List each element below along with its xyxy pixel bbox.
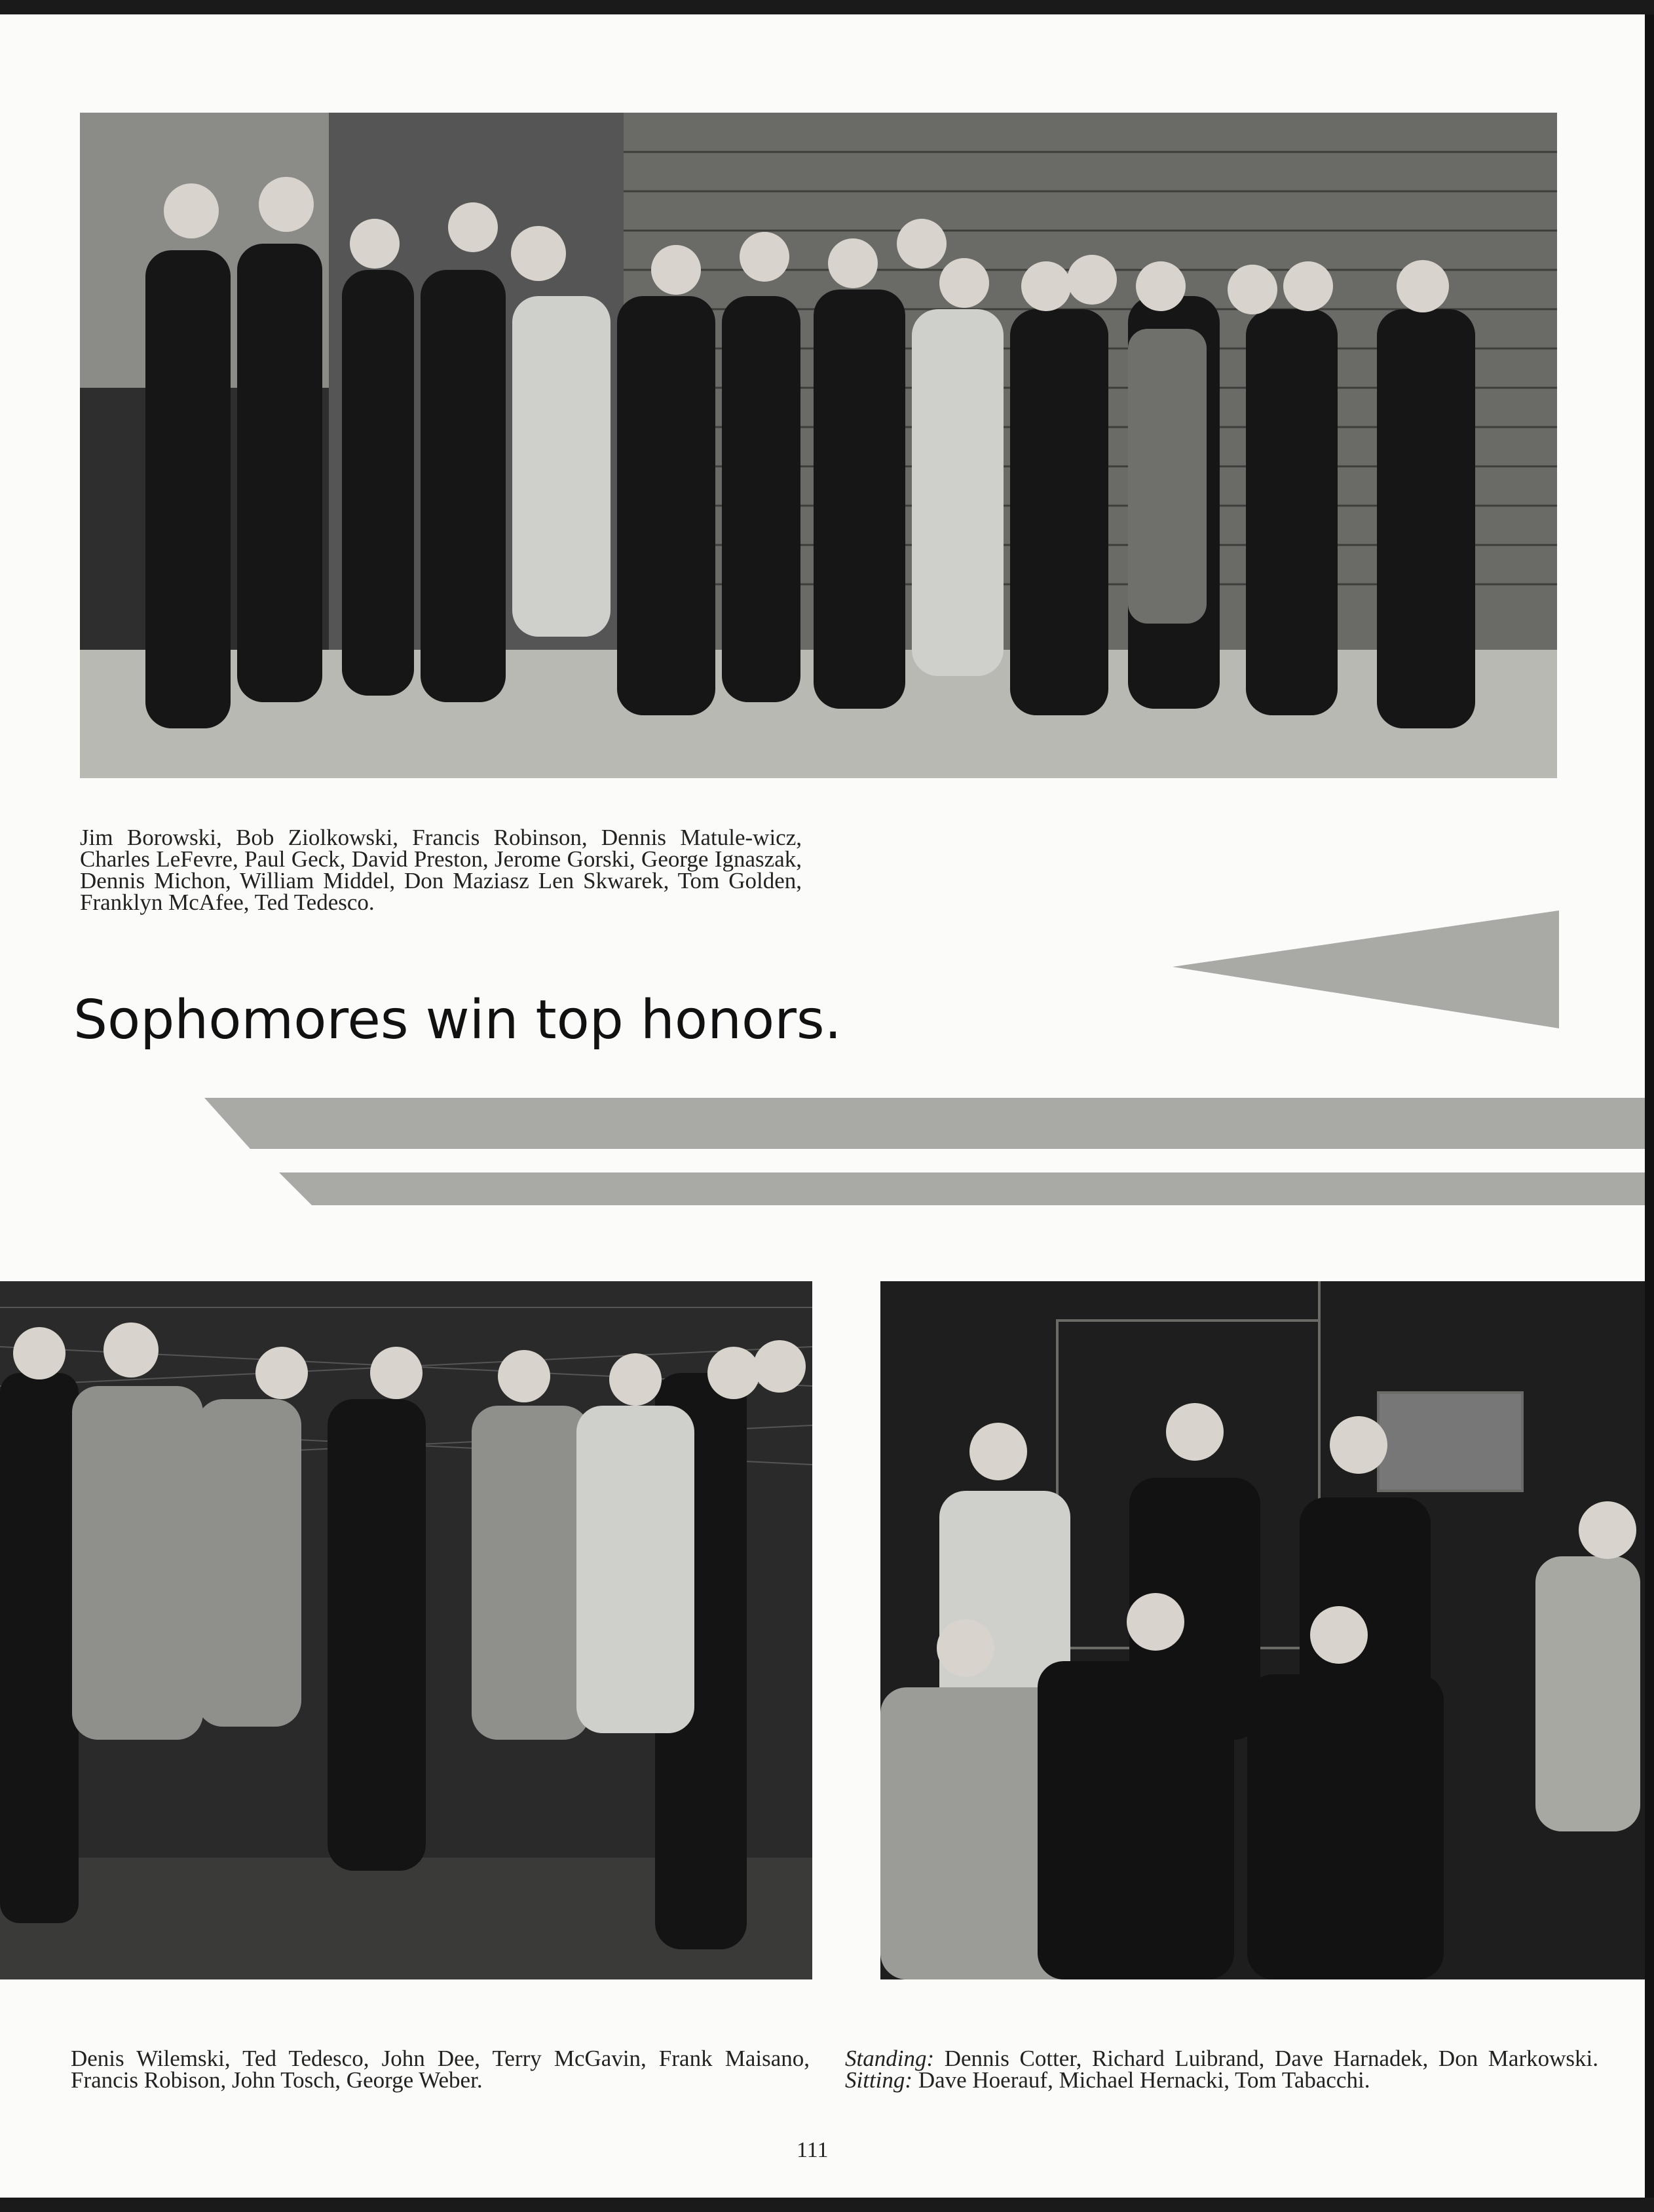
- sitting-names: Dave Hoerauf, Michael Hernacki, Tom Tabacchi.: [918, 2067, 1370, 2093]
- sitting-label: Sitting:: [845, 2067, 913, 2093]
- top-photo-caption: Jim Borowski, Bob Ziolkowski, Francis Robinson, Dennis Matule-wicz, Charles LeFevre, Paul Geck, David Preston, Jerome Gorski, George Ignaszak, Dennis Michon, William Middel, Don Maziasz Len Skwarek, Tom Golden, Franklyn McAfee, Ted Tedesco.: [80, 825, 802, 915]
- bottom-right-group-photo: [880, 1281, 1645, 1979]
- group-photo-fence-icon: [0, 1281, 812, 1979]
- page-headline: Sophomores win top honors.: [73, 989, 842, 1051]
- top-group-photo: [80, 113, 1557, 778]
- page-number: 111: [797, 2138, 829, 2162]
- decorative-bar-lower-icon: [279, 1172, 1645, 1205]
- group-photo-sitting-standing-icon: [880, 1281, 1645, 1979]
- standing-names: Dennis Cotter, Richard Luibrand, Dave Harnadek, Don Markowski.: [944, 2046, 1598, 2071]
- group-photo-outdoors-brick-wall-icon: [80, 113, 1557, 778]
- bottom-left-group-photo: [0, 1281, 812, 1979]
- standing-label: Standing:: [845, 2046, 935, 2071]
- bottom-right-photo-caption: [845, 2048, 1598, 2091]
- yearbook-page: [0, 14, 1654, 2198]
- decorative-bar-upper-icon: [204, 1098, 1645, 1149]
- pennant-triangle-icon: [1173, 910, 1559, 1028]
- bottom-left-photo-caption: Denis Wilemski, Ted Tedesco, John Dee, Terry McGavin, Frank Maisano, Francis Robison, John Tosch, George Weber.: [71, 2046, 810, 2093]
